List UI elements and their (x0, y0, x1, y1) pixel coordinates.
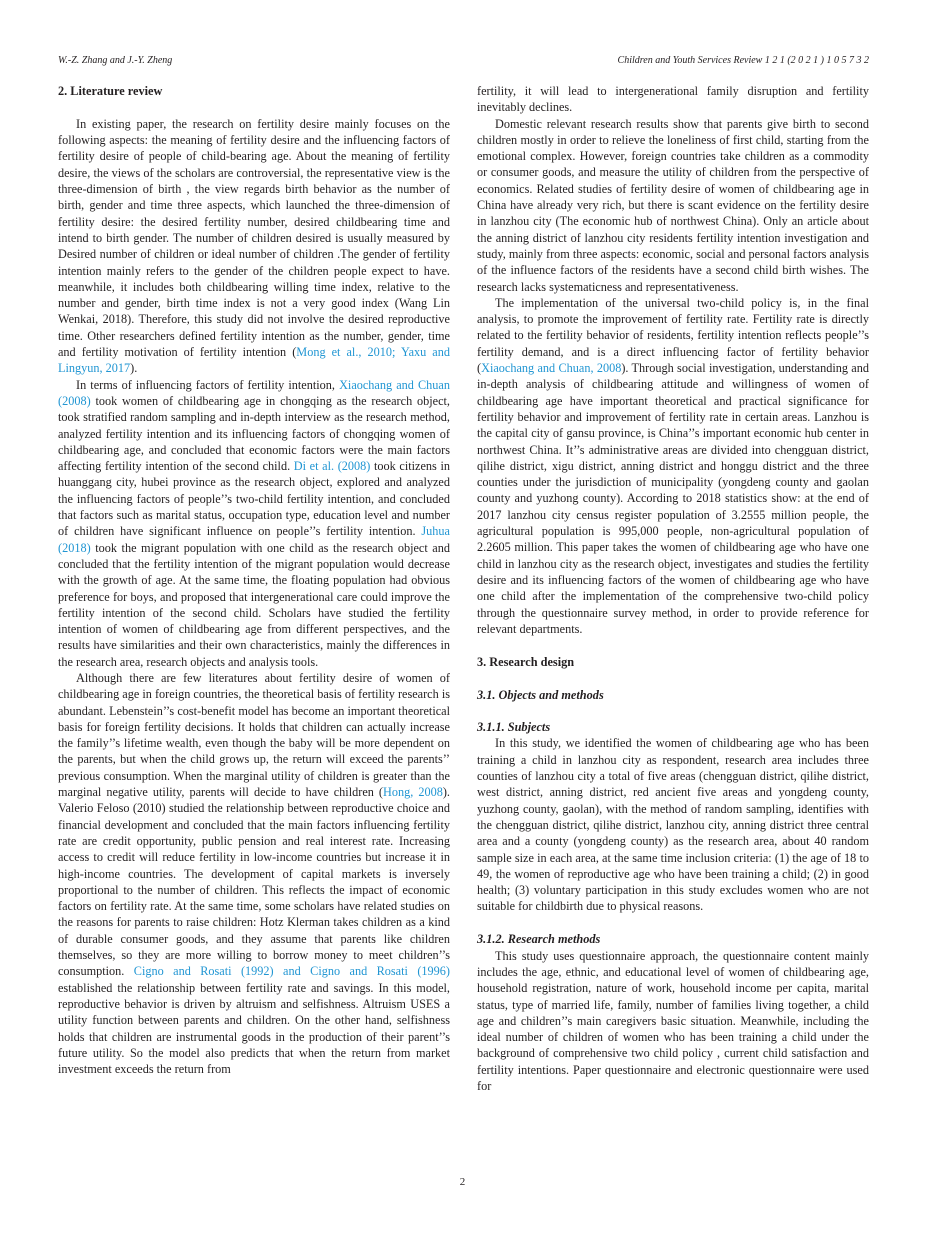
section-heading-literature-review: 2. Literature review (58, 84, 163, 98)
right-column (477, 83, 869, 1094)
paragraph-continued (477, 83, 869, 116)
body-text: In this study, we identified the women of childbearing age who has been training a child in lanzhou city as respondent, research area includes three counties of lanzhou city a total of five areas (chengguan district, qilihe district, west district, anning district, red ancient five areas and yongdeng county, yuzhong county, gaolan), with the method of random sampling, identifies with the chengguan district, qilihe district, lanzhou city, anning district three central area and a county (yongdeng county) as the research area, about 40 random sample size in each area, at the same time inclusion criteria: (1) the age of 18 to 49, the women of reproductive age who have been training a child; (2) in good health; (3) voluntary participation in this study excludes women who are not suitable for childbirth due to physical reasons. (477, 736, 869, 914)
body-text: took citizens in huanggang city, hubei province as the research object, explored and analyzed the influencing factors of people’’s two-child fertility intention, and concluded that factors such as marital status, occupation type, education level and number of children have significant influence on people’’s fertility intention. (58, 459, 450, 539)
paragraph (477, 295, 869, 637)
body-text: took the migrant population with one child as the research object and concluded that the fertility intention of the migrant population would decrease with the growth of age. At the same time, the floating population had obvious preference for boys, and proposed that intergenerational care could improve the fertility intention of the second child. Scholars have studied the fertility intention of women of childbearing age from different perspectives, and the results have similarities and their own characteristics, mainly the differences in the research area, research objects and analysis tools. (58, 540, 450, 669)
running-head-authors: W.-Z. Zhang and J.-Y. Zheng (58, 55, 173, 66)
citation-link[interactable]: Juhua (2018) (58, 524, 450, 555)
citation-link[interactable]: Di et al. (2008) (293, 459, 371, 474)
section-heading-research-design: 3. Research design (477, 654, 575, 669)
paragraph (58, 670, 450, 1077)
body-text: In existing paper, the research on fertility desire mainly focuses on the following aspects: the meaning of fertility desire and the influencing factors of fertility desire of people of child-bearing age. About the meaning of fertility desire, the views of the scholars are controversial, the representative view is the three-dimension of birth , the view regards birth behavior as the number of birth, gender and time three aspects, which launched the three-dimension of fertility desire: the desired fertility number, desired childbearing time and intend to birth gender. The number of children desired is usually measured by Desired number of children or ideal number of children .The gender of fertility intention mainly refers to the gender of the children people expect to have. meanwhile, it includes both childbearing willing time index, relative to the number and gender, birth time index is not a very good index (Wang Lin Wenkai, 2018). Therefore, this study did not involve the desired reproductive time. Other researchers defined fertility intention as the number, gender, time and fertility motivation of fertility intention ( (58, 116, 450, 360)
body-text: Although there are few literatures about fertility desire of women of childbearing age in foreign countries, the theoretical basis of fertility research is abundant. Lebenstein’’s cost-benefit model has become an important theoretical basis for foreign fertility decisions. It holds that children can actually increase the family’’s lifetime wealth, even though the baby will be more dependent on the parents, but when the child grows up, the return will exceed the parents’’ previous consumption. When the marginal utility of children is greater than the marginal negative utility, parents will decide to have children ( (58, 670, 450, 800)
paragraph (477, 735, 869, 914)
body-text: ). (130, 361, 138, 376)
citation-link[interactable]: Xiaochang and Chuan (2008) (58, 377, 450, 408)
left-column (58, 83, 450, 1077)
body-text: This study uses questionnaire approach, the questionnaire content mainly includes the age, ethnic, and educational level of women of childbearing age, household registration, nature of work, household income per capita, marital status, type of married life, family, number of families living together, a child age and children’’s main caregivers basic situation. Meanwhile, including the ideal number of children of women who has been training a child under the background of comprehensive two child policy , current child satisfaction and fertility intentions. Paper questionnaire and electronic questionnaire were used for (477, 948, 869, 1093)
citation-link[interactable]: Xiaochang and Chuan, 2008 (481, 361, 622, 376)
running-head-journal: Children and Youth Services Review 1 2 1 (2 0 2 1 ) 1 0 5 7 3 2 (617, 55, 869, 66)
body-text: ). Through social investigation, understanding and in-depth analysis of childbearing attitude and willingness of women of childbearing age have important theoretical and practical significance for fertility behavior and improvement of fertility rate in certain areas. Lanzhou is the capital city of gansu province, is China’’s important economic hub center in northwest China. It’’s administrative areas are divided into chengguan district, qilihe district, xigu district, anning district and honggu district and the three counties under the jurisdiction of municipality (yongdeng county and gaolan county and yuzhong county). According to 2018 statistics show: at the end of 2017 lanzhou city census register population of 3.2555 million people, the agricultural population is 995,000 people, non-agricultural population of 2.2605 million. This paper takes the women of childbearing age who have one child in lanzhou city as the research object, investigates and studies the fertility desire and its influencing factors of the women of childbearing age who have one child after the implementation of the comprehensive two-child policy through the questionnaire survey method, in order to provide reference for relevant departments. (477, 361, 869, 636)
body-text: fertility, it will lead to intergenerational family disruption and fertility inevitably declines. (477, 84, 869, 115)
subsubsection-heading-subjects: 3.1.1. Subjects (477, 720, 551, 735)
citation-link[interactable]: Hong, 2008 (383, 785, 443, 800)
subsubsection-heading-research-methods: 3.1.2. Research methods (477, 932, 601, 947)
body-text: Domestic relevant research results show that parents give birth to second children mostly in order to relieve the loneliness of first child, starting from the emotional complex. However, foreign countries take children as a commodity or consumer goods, and measure the utility of children from the perspective of economics. Related studies of fertility desire of women of childbearing age in China have already very rich, but there is scant evidence on the fertility desire in lanzhou city (The economic hub of northwest China). Only an article about the anning district of lanzhou city residents fertility intention investigation and study, mainly from three aspects: economic, social and personal factors analysis of the influence factors of the residents have a second child birth wishes. The research lacks systematicness and representativeness. (477, 116, 869, 294)
citation-link[interactable]: Mong et al., 2010; Yaxu and Lingyun, 2017 (58, 345, 450, 376)
paragraph (477, 948, 869, 1095)
body-text: In terms of influencing factors of fertility intention, (76, 377, 340, 392)
page-number: 2 (459, 1176, 466, 1188)
paragraph (58, 377, 450, 670)
subsection-heading-objects-methods: 3.1. Objects and methods (477, 687, 604, 702)
body-text: The implementation of the universal two-child policy is, in the final analysis, to promote the improvement of fertility rate. Fertility rate is directly related to the fertility behavior of residents, fertility intention reflects people’’s fertility demand, and is a direct influencing factor of fertility behavior ( (477, 295, 869, 376)
paragraph (58, 116, 450, 377)
body-text: took women of childbearing age in chongqing as the research object, took stratified random sampling and in-depth interview as the research method, analyzed fertility intention and its influencing factors of chongqing women of childbearing age, and concluded that economic factors were the main factors affecting fertility intention of the second child. (58, 393, 450, 474)
body-text: ). Valerio Feloso (2010) studied the relationship between reproductive choice and financial development and concluded that the main factors influencing fertility rate are credit opportunity, public pension and real interest rate. Increasing access to credit will reduce fertility in low-income countries but increase it in high-income countries. The development of capital markets is inversely proportional to the number of children. This reflects the impact of economic factors on fertility rate. At the same time, some scholars have related studies on the reasons for parents to raise children: Hotz Klerman takes children as a kind of durable consumer goods, and they assume that parents like children themselves, so they are more willing to borrow money to meet children’’s consumption. (58, 785, 450, 979)
paragraph (477, 116, 869, 295)
body-text: established the relationship between fertility rate and savings. In this model, reproductive behavior is driven by altruism and selfishness. Altruism USES a utility function between parents and children. On the other hand, selfishness holds that children are instrumental goods in the production of their parent’’s future utility. So the model also predicts that when the return from market investment exceeds the return from (58, 980, 450, 1077)
citation-link[interactable]: Cigno and Rosati (1992) and Cigno and Rosati (1996) (133, 964, 450, 979)
